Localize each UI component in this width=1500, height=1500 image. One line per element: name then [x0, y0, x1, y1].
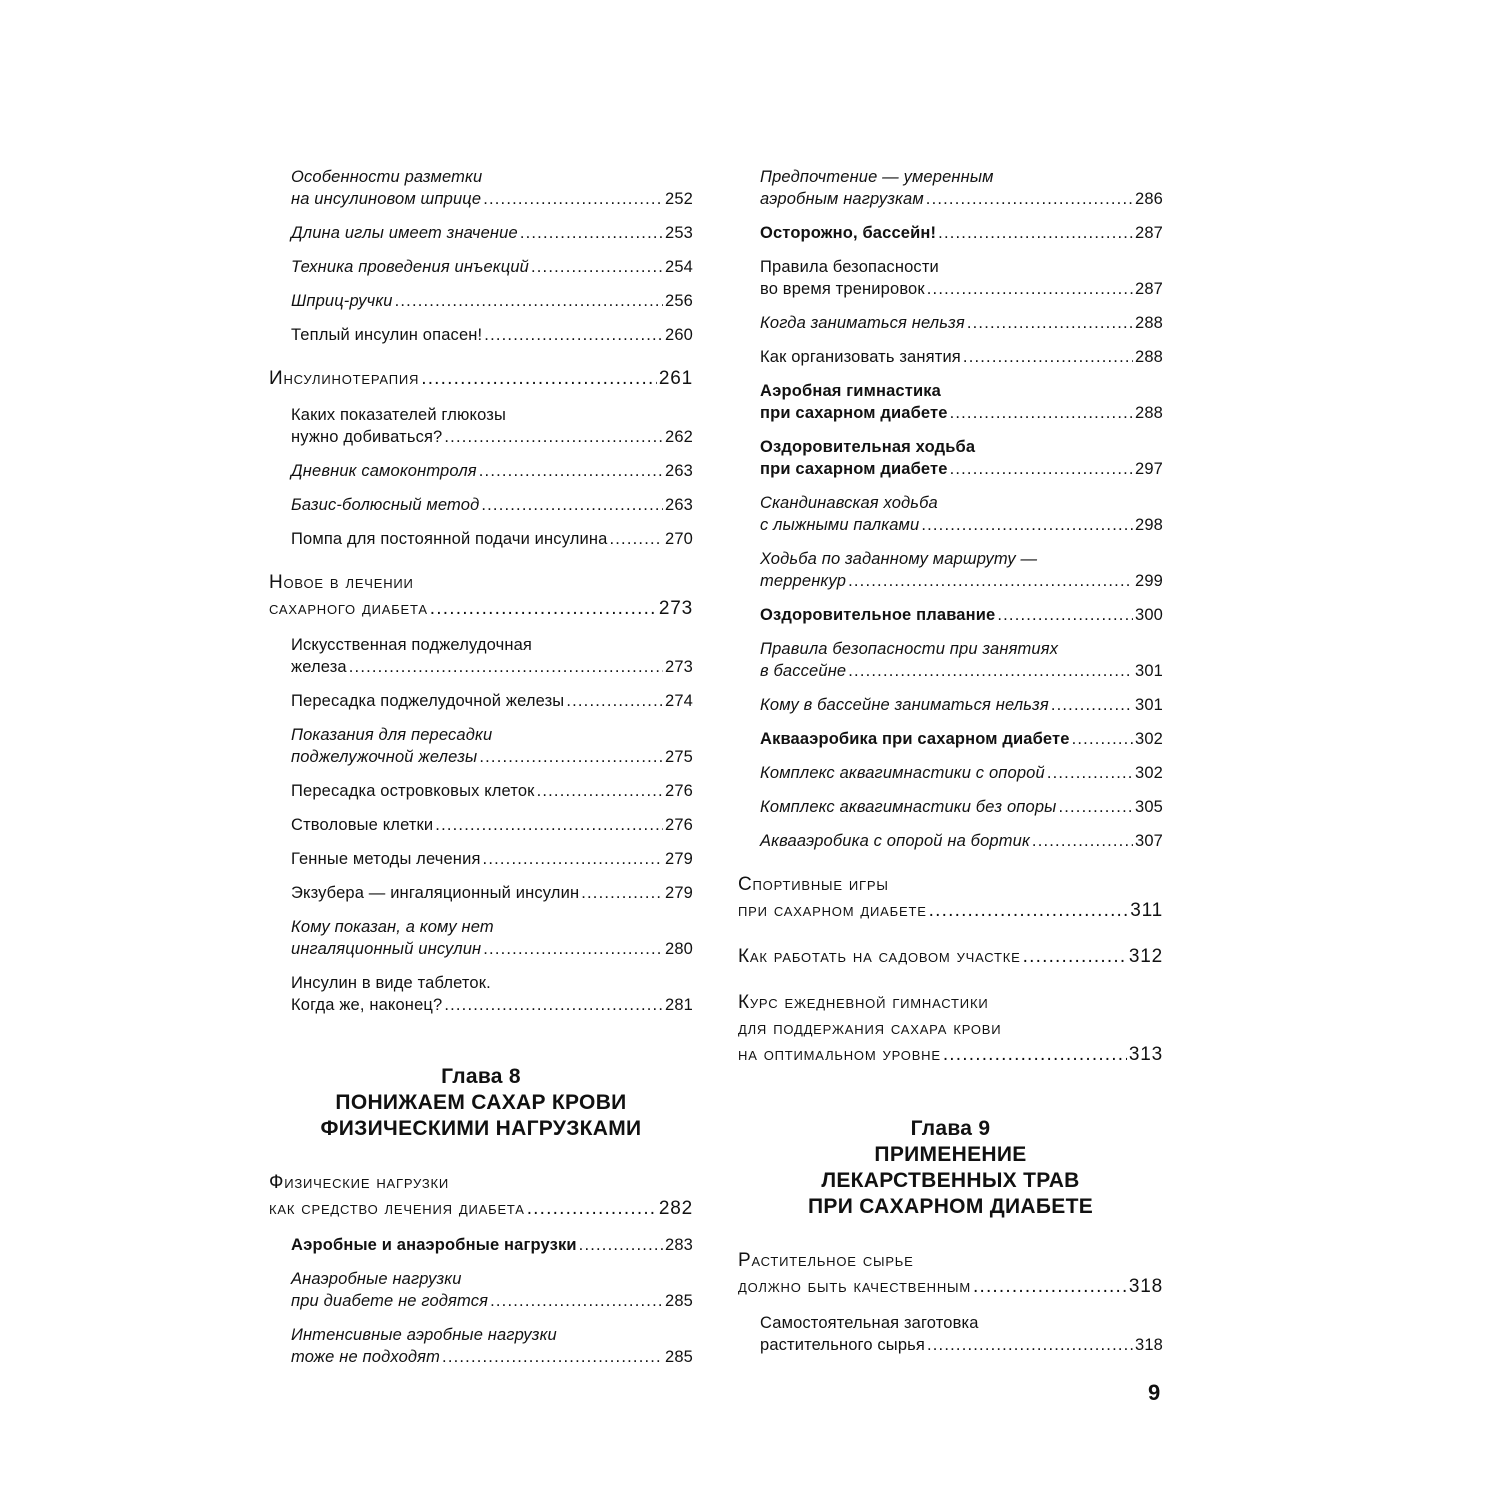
toc-section-entry: [738, 944, 1163, 970]
toc-entry-text: на оптимальном уровне: [738, 1044, 941, 1065]
toc-entry-text: Комплекс аквагимнастики с опорой: [760, 764, 1045, 782]
toc-entry-text: Как работать на садовом участке: [738, 946, 1021, 967]
toc-entry-text: Анаэробные нагрузки: [291, 1270, 462, 1288]
toc-entry: [291, 1268, 693, 1312]
dot-leader: [395, 290, 663, 312]
toc-entry: [291, 166, 693, 210]
chapter-number: Глава 9: [910, 1117, 991, 1140]
dot-leader: [490, 1290, 663, 1312]
toc-page-number: 307: [1135, 832, 1163, 850]
dot-leader: [479, 460, 663, 482]
toc-entry-text: терренкур: [760, 572, 847, 590]
chapter-title-line: ПРИ САХАРНОМ ДИАБЕТЕ: [808, 1195, 1093, 1218]
toc-group: [738, 166, 1163, 852]
toc-entry-text: Как организовать занятия: [760, 348, 961, 366]
chapter-title-line: ЛЕКАРСТВЕННЫХ ТРАВ: [821, 1169, 1080, 1192]
toc-page-number: 274: [665, 692, 693, 710]
page-number: 9: [1148, 1380, 1161, 1405]
toc-entry: [760, 548, 1163, 592]
toc-entry-text: Помпа для постоянной подачи инсулина: [291, 530, 608, 548]
toc-entry-text: Когда заниматься нельзя: [760, 314, 965, 332]
dot-leader: [963, 346, 1133, 368]
toc-entry-text: Когда же, наконец?: [291, 996, 443, 1014]
toc-entry-text: Аквааэробика с опорой на бортик: [760, 832, 1030, 850]
toc-entry-text: Оздоровительное плавание: [760, 606, 996, 624]
toc-entry: [760, 604, 1163, 626]
toc-entry-text: на инсулиновом шприце: [291, 190, 482, 208]
toc-entry: [291, 256, 693, 278]
toc-group: [269, 1234, 693, 1368]
dot-leader: [1051, 694, 1133, 716]
toc-entry: [291, 222, 693, 244]
toc-entry: [291, 494, 693, 516]
toc-page-number: 285: [665, 1348, 693, 1366]
toc-group: [269, 570, 693, 622]
dot-leader: [1032, 830, 1133, 852]
toc-entry-text: Инсулин в виде таблеток.: [291, 974, 491, 992]
toc-group: [269, 404, 693, 550]
toc-page-number: 299: [1135, 572, 1163, 590]
toc-group: [738, 990, 1163, 1068]
toc-section-entry: [738, 990, 1163, 1068]
toc-entry-text: Дневник самоконтроля: [291, 462, 477, 480]
dot-leader: [1058, 796, 1133, 818]
toc-page-number: 276: [665, 816, 693, 834]
toc-page-number: 288: [1135, 404, 1163, 422]
toc-page-number: 261: [658, 368, 693, 389]
toc-page-number: 252: [665, 190, 693, 208]
toc-entry: [291, 1234, 693, 1256]
dot-leader: [927, 1334, 1133, 1356]
dot-leader: [527, 1196, 657, 1222]
dot-leader: [848, 660, 1133, 682]
toc-entry-text: для поддержания сахара крови: [738, 1018, 1002, 1039]
toc-page-number: 287: [1135, 224, 1163, 242]
toc-entry: [760, 728, 1163, 750]
dot-leader: [349, 656, 663, 678]
toc-page-number: 279: [665, 884, 693, 902]
toc-page-number: 313: [1128, 1044, 1163, 1065]
toc-entry: [760, 436, 1163, 480]
chapter-title-line: ФИЗИЧЕСКИМИ НАГРУЗКАМИ: [320, 1117, 642, 1140]
toc-entry: [291, 634, 693, 678]
toc-entry-text: как средство лечения диабета: [269, 1198, 525, 1219]
toc-entry-text: поджелужочной железы: [291, 748, 478, 766]
chapter-heading: [738, 1116, 1163, 1220]
toc-entry: [291, 814, 693, 836]
dot-leader: [997, 604, 1133, 626]
toc-entry: [291, 724, 693, 768]
dot-leader: [481, 494, 663, 516]
toc-page-number: 260: [665, 326, 693, 344]
dot-leader: [973, 1274, 1127, 1300]
toc-group: [269, 366, 693, 392]
chapter-number: Глава 8: [441, 1065, 521, 1088]
dot-leader: [950, 458, 1133, 480]
toc-entry-text: Скандинавская ходьба: [760, 494, 938, 512]
toc-page-number: 302: [1135, 764, 1163, 782]
dot-leader: [926, 188, 1133, 210]
toc-entry: [291, 882, 693, 904]
toc-entry-text: Особенности разметки: [291, 168, 483, 186]
toc-page-number: 301: [1135, 662, 1163, 680]
dot-leader: [921, 514, 1133, 536]
toc-page-number: 300: [1135, 606, 1163, 624]
dot-leader: [848, 570, 1133, 592]
toc-entry-text: при сахарном диабете: [738, 900, 927, 921]
toc-page-number: 302: [1135, 730, 1163, 748]
toc-page-number: 270: [665, 530, 693, 548]
dot-leader: [579, 1234, 663, 1256]
dot-leader: [609, 528, 663, 550]
toc-entry: [760, 830, 1163, 852]
toc-entry-text: Искусственная поджелудочная: [291, 636, 532, 654]
toc-page-number: 287: [1135, 280, 1163, 298]
toc-entry-text: нужно добиваться?: [291, 428, 443, 446]
toc-entry-text: Спортивные игры: [738, 874, 889, 895]
toc-entry-text: при диабете не годятся: [291, 1292, 489, 1310]
toc-entry-text: тоже не подходят: [291, 1348, 441, 1366]
toc-entry-text: при сахарном диабете: [760, 460, 948, 478]
toc-page-number: 275: [665, 748, 693, 766]
toc-entry-text: должно быть качественным: [738, 1276, 971, 1297]
toc-entry-text: Шприц-ручки: [291, 292, 393, 310]
dot-leader: [537, 780, 663, 802]
toc-left-column: [269, 166, 693, 1380]
dot-leader: [531, 256, 663, 278]
toc-entry-text: во время тренировок: [760, 280, 925, 298]
toc-group: [738, 1312, 1163, 1356]
toc-entry: [760, 762, 1163, 784]
toc-page-number: 318: [1135, 1336, 1163, 1354]
toc-entry-text: Интенсивные аэробные нагрузки: [291, 1326, 557, 1344]
toc-page-number: 281: [665, 996, 693, 1014]
chapter-title-line: ПРИМЕНЕНИЕ: [874, 1143, 1027, 1166]
toc-entry-text: Показания для пересадки: [291, 726, 493, 744]
dot-leader: [483, 188, 663, 210]
toc-right-column: [738, 166, 1163, 1368]
dot-leader: [444, 426, 663, 448]
toc-entry-text: Курс ежедневной гимнастики: [738, 992, 989, 1013]
toc-entry: [760, 380, 1163, 424]
toc-page-number: 298: [1135, 516, 1163, 534]
toc-entry-text: Экзубера — ингаляционный инсулин: [291, 884, 580, 902]
toc-section-entry: [269, 366, 693, 392]
toc-entry-text: в бассейне: [760, 662, 847, 680]
toc-entry-text: Пересадка поджелудочной железы: [291, 692, 565, 710]
toc-entry-text: Осторожно, бассейн!: [760, 224, 937, 242]
toc-group: [269, 634, 693, 1016]
toc-page-number: 286: [1135, 190, 1163, 208]
dot-leader: [967, 312, 1133, 334]
toc-page-number: 262: [665, 428, 693, 446]
toc-entry-text: Правила безопасности: [760, 258, 939, 276]
toc-page-number: 263: [665, 462, 693, 480]
toc-entry-text: Аэробные и анаэробные нагрузки: [291, 1236, 577, 1254]
toc-entry-text: Пересадка островковых клеток: [291, 782, 535, 800]
dot-leader: [520, 222, 663, 244]
toc-section-entry: [269, 1170, 693, 1222]
toc-section-entry: [738, 1248, 1163, 1300]
dot-leader: [950, 402, 1133, 424]
dot-leader: [479, 746, 663, 768]
toc-page-number: 263: [665, 496, 693, 514]
toc-entry-text: Генные методы лечения: [291, 850, 481, 868]
toc-entry-text: Теплый инсулин опасен!: [291, 326, 483, 344]
toc-entry-text: Аэробная гимнастика: [760, 382, 941, 400]
toc-entry: [760, 346, 1163, 368]
toc-entry-text: Базис-болюсный метод: [291, 496, 480, 514]
toc-section-entry: [738, 872, 1163, 924]
toc-entry: [291, 1324, 693, 1368]
dot-leader: [581, 882, 663, 904]
dot-leader: [1072, 728, 1133, 750]
toc-entry: [760, 312, 1163, 334]
dot-leader: [566, 690, 663, 712]
toc-entry-text: Физические нагрузки: [269, 1172, 449, 1193]
toc-entry: [760, 1312, 1163, 1356]
dot-leader: [929, 898, 1129, 924]
toc-entry-text: Кому в бассейне заниматься нельзя: [760, 696, 1049, 714]
toc-entry-text: Новое в лечении: [269, 572, 414, 593]
toc-entry-text: Комплекс аквагимнастики без опоры: [760, 798, 1057, 816]
toc-entry: [291, 528, 693, 550]
toc-page-number: 312: [1128, 946, 1163, 967]
dot-leader: [1023, 944, 1127, 970]
toc-page-number: 280: [665, 940, 693, 958]
toc-entry: [291, 290, 693, 312]
toc-page-number: 256: [665, 292, 693, 310]
toc-page-number: 311: [1130, 900, 1163, 921]
toc-entry-text: растительного сырья: [760, 1336, 925, 1354]
dot-leader: [483, 938, 663, 960]
toc-entry-text: при сахарном диабете: [760, 404, 948, 422]
toc-entry: [291, 916, 693, 960]
toc-entry: [291, 848, 693, 870]
toc-page-number: 305: [1135, 798, 1163, 816]
toc-entry-text: Инсулинотерапия: [269, 368, 420, 389]
dot-leader: [1047, 762, 1133, 784]
toc-entry: [760, 638, 1163, 682]
toc-group: [738, 872, 1163, 924]
toc-page-number: 254: [665, 258, 693, 276]
dot-leader: [483, 848, 663, 870]
toc-entry-text: Растительное сырье: [738, 1250, 914, 1271]
toc-entry-text: Длина иглы имеет значение: [291, 224, 518, 242]
toc-entry: [760, 492, 1163, 536]
toc-entry-text: аэробным нагрузкам: [760, 190, 924, 208]
toc-entry-text: Стволовые клетки: [291, 816, 434, 834]
chapter-title-line: ПОНИЖАЕМ САХАР КРОВИ: [335, 1091, 627, 1114]
toc-entry: [291, 690, 693, 712]
toc-entry-text: Каких показателей глюкозы: [291, 406, 506, 424]
toc-entry-text: Ходьба по заданному маршруту —: [760, 550, 1038, 568]
toc-page-number: 273: [665, 658, 693, 676]
toc-page-number: 318: [1128, 1276, 1163, 1297]
dot-leader: [484, 324, 663, 346]
toc-page-number: 297: [1135, 460, 1163, 478]
toc-entry: [291, 460, 693, 482]
toc-entry-text: Предпочтение — умеренным: [760, 168, 994, 186]
toc-entry: [291, 324, 693, 346]
toc-entry-text: железа: [291, 658, 347, 676]
toc-entry-text: Кому показан, а кому нет: [291, 918, 494, 936]
toc-section-entry: [269, 570, 693, 622]
toc-entry: [760, 166, 1163, 210]
dot-leader: [435, 814, 663, 836]
toc-page-number: 283: [665, 1236, 693, 1254]
dot-leader: [444, 994, 663, 1016]
toc-page-number: 301: [1135, 696, 1163, 714]
toc-page-number: 288: [1135, 348, 1163, 366]
toc-entry-text: Правила безопасности при занятиях: [760, 640, 1059, 658]
toc-page-number: 282: [658, 1198, 693, 1219]
toc-entry: [291, 972, 693, 1016]
toc-entry: [760, 222, 1163, 244]
toc-entry-text: Самостоятельная заготовка: [760, 1314, 979, 1332]
toc-entry: [760, 694, 1163, 716]
toc-entry-text: сахарного диабета: [269, 598, 428, 619]
toc-entry-text: Техника проведения инъекций: [291, 258, 529, 276]
toc-entry: [291, 404, 693, 448]
toc-group: [269, 1170, 693, 1222]
chapter-heading: [269, 1064, 693, 1142]
dot-leader: [421, 366, 657, 392]
toc-entry: [760, 256, 1163, 300]
toc-entry-text: Оздоровительная ходьба: [760, 438, 976, 456]
toc-entry-text: Аквааэробика при сахарном диабете: [760, 730, 1070, 748]
toc-entry-text: ингаляционный инсулин: [291, 940, 482, 958]
toc-group: [738, 944, 1163, 970]
dot-leader: [943, 1042, 1127, 1068]
toc-group: [269, 166, 693, 346]
toc-page-number: 273: [658, 598, 693, 619]
dot-leader: [927, 278, 1133, 300]
toc-page-number: 285: [665, 1292, 693, 1310]
toc-entry: [291, 780, 693, 802]
toc-page-number: 288: [1135, 314, 1163, 332]
dot-leader: [938, 222, 1133, 244]
dot-leader: [442, 1346, 663, 1368]
toc-page-number: 253: [665, 224, 693, 242]
toc-group: [738, 1248, 1163, 1300]
toc-entry: [760, 796, 1163, 818]
toc-page-number: 279: [665, 850, 693, 868]
dot-leader: [430, 596, 657, 622]
toc-page-number: 276: [665, 782, 693, 800]
toc-entry-text: с лыжными палками: [760, 516, 920, 534]
